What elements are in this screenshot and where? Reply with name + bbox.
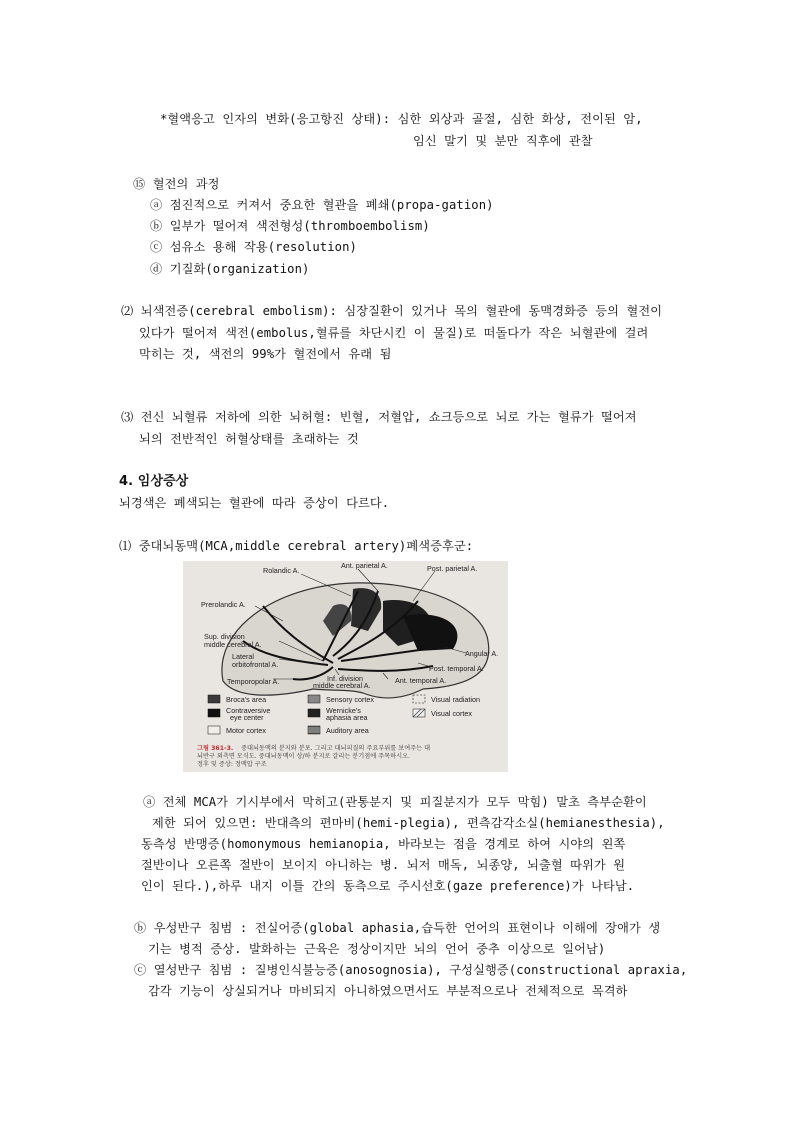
text-line: *혈액응고 인자의 변화(응고항진 상태): 심한 외상과 골절, 심한 화상, 전이된 암, (160, 112, 643, 126)
label-rolandic: Rolandic A. (263, 566, 300, 575)
legend-broca: Broca's area (226, 695, 267, 704)
list-item: ⓐ 점진적으로 커져서 중요한 혈관을 폐쇄(propa-gation) (150, 198, 494, 212)
legend-contraversive-2: eye center (230, 713, 264, 722)
list-item: ⓑ 우성반구 침범 : 전실어증(global aphasia,습득한 언어의 표현이나 이해에 장애가 생 (134, 921, 661, 935)
legend-motor: Motor cortex (226, 726, 266, 735)
legend-swatch-visual-radiation (413, 695, 425, 703)
figure-legend (208, 695, 480, 735)
legend-wernicke-2: aphasia area (326, 713, 368, 722)
legend-visual-radiation: Visual radiation (431, 695, 481, 704)
label-angular: Angular A. (465, 649, 499, 658)
text-line: 임신 말기 및 분만 직후에 관찰 (413, 134, 593, 148)
text-line: 막히는 것, 색전의 99%가 혈전에서 유래 됨 (139, 347, 392, 361)
section-heading: 4. 임상증상 (119, 474, 189, 489)
legend-wernicke: Wernicke's (326, 706, 361, 715)
label-temporopolar: Temporopolar A. (227, 677, 280, 686)
caption-line: 중대뇌동맥의 분지와 분포. 그리고 대뇌피질의 주요부위를 보여주는 대 (241, 745, 431, 752)
label-sup-division-2: middle cerebral A. (204, 640, 262, 649)
list-item: ⓒ 섬유소 용해 작용(resolution) (150, 240, 357, 254)
text-line: 뇌의 전반적인 허혈상태를 초래하는 것 (139, 432, 359, 446)
text-line: 뇌경색은 폐색되는 혈관에 따라 증상이 다르다. (119, 496, 390, 510)
text-line: 동측성 반맹증(homonymous hemianopia, 바라보는 점을 경계로 하여 시야의 왼쪽 (141, 837, 626, 851)
mca-figure (183, 561, 508, 772)
text-line: 감각 기능이 상실되거나 마비되지 아니하였으면서도 부분적으로나 전체적으로 목격하 (148, 984, 628, 998)
label-inf-division: Inf. division (327, 674, 363, 683)
text-line: 절반이나 오른쪽 절반이 보이지 아니하는 병. 뇌저 매독, 뇌종양, 뇌출혈 따위가 원 (141, 858, 626, 872)
label-lateral-2: orbitofrontal A. (232, 660, 279, 669)
text-line: 있다가 떨어져 색전(embolus,혈류를 차단시킨 이 물질)로 떠돌다가 작은 뇌혈관에 걸려 (139, 326, 649, 340)
list-item: ⓐ 전체 MCA가 기시부에서 막히고(관통분지 및 피질분지가 모두 막힘) 말초 측부순환이 (143, 795, 647, 809)
text-line: ⑵ 뇌색전증(cerebral embolism): 심장질환이 있거나 목의 혈관에 동맥경화증 등의 혈전이 (121, 304, 663, 318)
label-ant-temporal: Ant. temporal A. (395, 676, 447, 685)
legend-swatch-visual-cortex (413, 709, 425, 717)
legend-auditory: Auditory area (326, 726, 369, 735)
label-post-temporal: Post. temporal A. (429, 664, 484, 673)
text-line: ⑴ 중대뇌동맥(MCA,middle cerebral artery)폐색증후군: (119, 539, 474, 553)
text-line: 제한 되어 있으면: 반대측의 편마비(hemi-plegia), 편측감각소실(hemianesthesia), (152, 816, 665, 830)
legend-sensory: Sensory cortex (326, 695, 374, 704)
text-line: ⑶ 전신 뇌혈류 저하에 의한 뇌허혈: 빈혈, 저혈압, 쇼크등으로 뇌로 가는 혈류가 떨어져 (121, 410, 637, 424)
label-lateral: Lateral (232, 652, 254, 661)
text-line: 인이 된다.),하루 내지 이틀 간의 동측으로 주시선호(gaze preference)가 나타남. (141, 879, 635, 893)
legend-contraversive: Contraversive (226, 706, 271, 715)
legend-swatch-motor (208, 726, 220, 734)
caption-line: 정후 및 증상: 정맥압 구조 (197, 761, 267, 768)
legend-swatch-broca (208, 695, 220, 703)
label-prerolandic: Prerolandic A. (201, 600, 246, 609)
label-inf-division-2: middle cerebral A. (313, 681, 371, 690)
legend-visual-cortex: Visual cortex (431, 709, 473, 718)
list-item: ⓒ 열성반구 침범 : 질병인식불능증(anosognosia), 구성실행증(constructional apraxia, (134, 963, 688, 977)
label-post-parietal: Post. parietal A. (427, 564, 478, 573)
label-sup-division: Sup. division (204, 632, 245, 641)
legend-swatch-wernicke (308, 709, 320, 717)
label-ant-parietal: Ant. parietal A. (341, 561, 388, 570)
list-item: ⓑ 일부가 떨어져 색전형성(thromboembolism) (150, 219, 430, 233)
legend-swatch-sensory (308, 695, 320, 703)
mca-brain-diagram (183, 561, 508, 772)
legend-swatch-contraversive (208, 709, 220, 717)
list-item: ⓓ 기질화(organization) (150, 262, 310, 276)
list-heading: ⑮ 혈전의 과정 (133, 177, 220, 191)
caption-number: 그림 361-3. (197, 745, 234, 752)
text-line: 기는 병적 증상. 발화하는 근육은 정상이지만 뇌의 언어 중추 이상으로 일어남) (148, 942, 606, 956)
caption-line: 뇌반구 외측면 모식도. 중대뇌동맥이 상/하 분지로 갈리는 분기점에 주목하시오. (197, 753, 411, 760)
